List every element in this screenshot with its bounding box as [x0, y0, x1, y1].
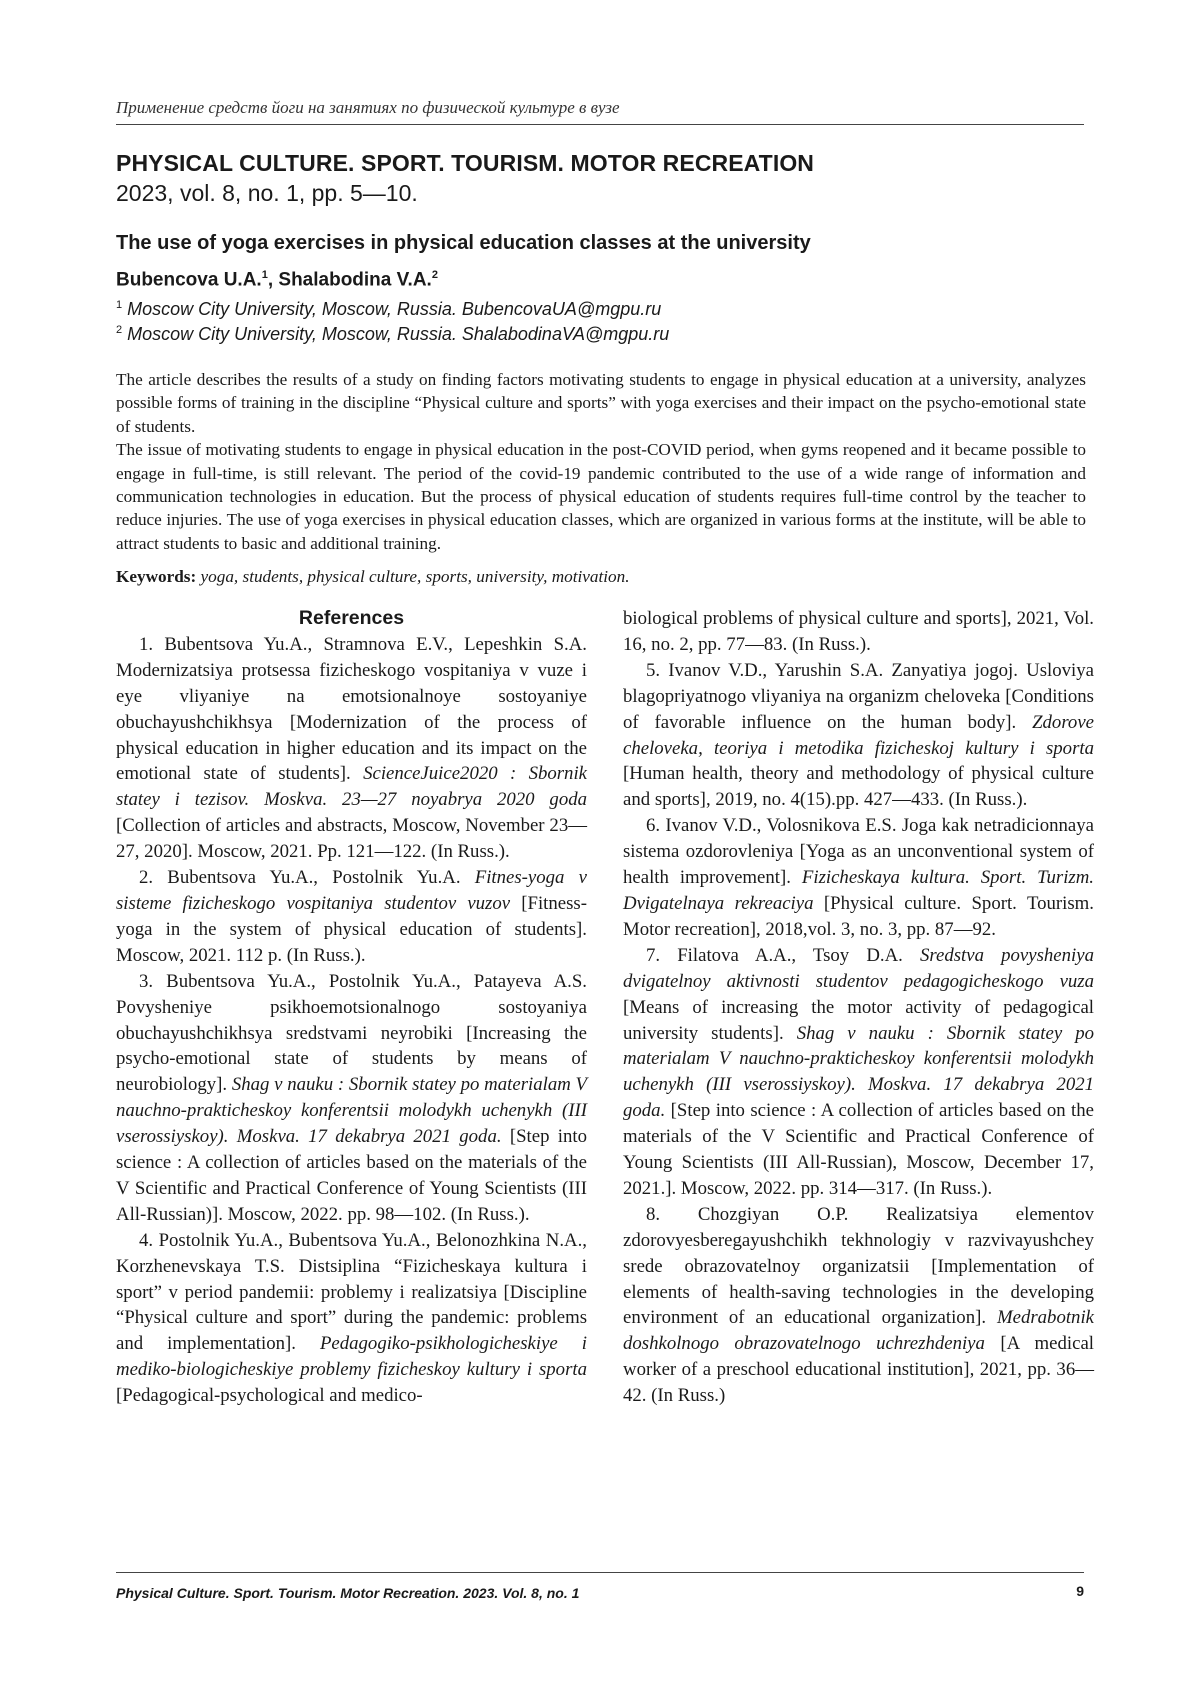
reference-source: Shag v nauku : Sbornik statey po materialam V nauchno-prakticheskoy konferentsii molodykh uchenykh (III vserossiyskoy). Moskva. 17 dekabrya 2021 goda.: [116, 1074, 588, 1148]
reference-item: [623, 1202, 1094, 1409]
reference-text: 5. Ivanov V.D., Yarushin S.A. Zanyatiya jogoj. Usloviya blagopriyatnogo vliyaniya na organizm cheloveka [Conditions of favorable influence on the human body].: [623, 659, 1094, 733]
page-number: 9: [1076, 1583, 1084, 1599]
abstract-paragraph: The article describes the results of a study on finding factors motivating students to engage in physical education at a university, analyzes possible forms of training in the discipline “Physical culture and sports” with yoga exercises and their impact on the psycho-emotional state of students.: [116, 370, 1086, 436]
reference-item: [116, 865, 587, 969]
keywords-label: Keywords:: [116, 567, 197, 586]
reference-text: [Step into science : A collection of articles based on the materials of the V Scientific and Practical Conference of Young Scientists (III All-Russian)]. Moscow, 2022. pp. 98—102. (In Russ.).: [116, 1126, 587, 1225]
header-rule: [116, 124, 1084, 125]
reference-item: [116, 1228, 587, 1409]
reference-source: Medrabotnik doshkolnogo obrazovatelnogo uchrezhdeniya: [623, 1307, 1094, 1355]
reference-source: Sredstva povysheniya dvigatelnoy aktivnosti studentov pedagogicheskogo vuza: [623, 944, 1094, 992]
reference-text: [Step into science : A collection of articles based on the materials of the V Scientific and Practical Conference of Young Scientists (III All-Russian), Moscow, December 17, 2021.]. Moscow, 2022. pp. 314—317. (In Russ.).: [623, 1100, 1094, 1199]
reference-text: [Pedagogical-psychological and medico-: [116, 1385, 423, 1407]
reference-text: 4. Postolnik Yu.A., Bubentsova Yu.A., Belonozhkina N.A., Korzhenevskaya T.S. Distsiplina “Fizicheskaya kultura i sport” v period pandemii: problemy i realizatsiya [Discipline “Physical culture and sport” during the pandemic: problems and implementation].: [116, 1229, 587, 1355]
affiliation-text: Moscow City University, Moscow, Russia. BubencovaUA@mgpu.ru: [122, 299, 662, 319]
author-name: Shalabodina V.A.: [278, 269, 432, 291]
reference-text: [Physical culture. Sport. Tourism. Motor recreation], 2018,vol. 3, no. 3, pp. 87—92.: [623, 892, 1094, 940]
reference-text: 3. Bubentsova Yu.A., Postolnik Yu.A., Patayeva A.S. Povysheniye psikhoemotsionalnogo sostoyaniya obuchayushchikhsya sredstvami neyrobiki [Increasing the psycho-emotional state of students by means of neurobiology].: [116, 970, 587, 1096]
reference-item: [116, 969, 587, 1228]
affiliation: [116, 324, 1084, 345]
author-separator: ,: [267, 269, 279, 291]
reference-text: 1. Bubentsova Yu.A., Stramnova E.V., Lepeshkin S.A. Modernizatsiya protsessa fizicheskogo vospitaniya v vuze i eye vliyaniye na emotsionalnoye sostoyaniye obuchayushchikhsya [Modernization of the process of physical education in higher education and its impact on the emotional state of students].: [116, 633, 587, 785]
author-affil-mark: 2: [431, 269, 438, 281]
journal-title: PHYSICAL CULTURE. SPORT. TOURISM. MOTOR RECREATION: [116, 150, 815, 176]
reference-text: 7. Filatova A.A., Tsoy D.A.: [646, 944, 921, 966]
footer-journal: Physical Culture. Sport. Tourism. Motor Recreation. 2023. Vol. 8, no. 1: [116, 1585, 580, 1601]
affiliation-text: Moscow City University, Moscow, Russia. ShalabodinaVA@mgpu.ru: [122, 324, 670, 344]
reference-text: [Means of increasing the motor activity of pedagogical university students].: [623, 996, 1094, 1044]
reference-text: [Fitness-yoga in the system of physical education of students]. Moscow, 2021. 112 p. (In Russ.).: [116, 892, 587, 966]
author-affil-mark: 1: [261, 269, 268, 281]
reference-source: ScienceJuice2020 : Sbornik statey i tezisov. Moskva. 23—27 noyabrya 2020 goda: [116, 763, 587, 811]
article-title: The use of yoga exercises in physical education classes at the university: [116, 232, 811, 254]
reference-text: [Collection of articles and abstracts, Moscow, November 23—27, 2020]. Moscow, 2021. Pp. 121—122. (In Russ.).: [116, 815, 587, 863]
reference-source: Fitnes-yoga v sisteme fizicheskogo vospitaniya studentov vuzov: [116, 867, 587, 914]
reference-source: Pedagogiko-psikhologicheskiye i mediko-biologicheskiye problemy fizicheskoy kultury i sporta: [116, 1333, 587, 1381]
abstract: [116, 368, 1086, 555]
references-heading: References: [298, 607, 405, 629]
footer-rule: [116, 1572, 1084, 1573]
reference-item: [623, 943, 1094, 1202]
abstract-paragraph: The issue of motivating students to engage in physical education in the post-COVID period, when gyms reopened and it became possible to engage in full-time, is still relevant. The period of the covid-19 pandemic contributed to the use of a wide range of information and communication technologies in education. But the process of physical education of students requires full-time control by the teacher to reduce injuries. The use of yoga exercises in physical education classes, which are organized in various forms at the institute, will be able to attract students to basic and additional training.: [116, 440, 1086, 553]
affiliation: [116, 299, 1084, 320]
journal-issue: 2023, vol. 8, no. 1, pp. 5—10.: [116, 180, 418, 206]
affiliation-mark: 1: [116, 299, 123, 311]
running-head: Применение средств йоги на занятиях по физической культуре в вузе: [116, 98, 620, 117]
references-column-right: [623, 606, 1094, 1409]
authors: [116, 269, 1084, 291]
reference-source: Zdorove cheloveka, teoriya i metodika fizicheskoj kultury i sporta: [623, 711, 1094, 759]
affiliation-mark: 2: [116, 324, 123, 336]
reference-text: [A medical worker of a preschool educational institution], 2021, pp. 36—42. (In Russ.): [623, 1333, 1094, 1407]
reference-continuation: biological problems of physical culture and sports], 2021, Vol. 16, no. 2, pp. 77—83. (In Russ.).: [623, 608, 1094, 655]
keywords: [116, 567, 1084, 587]
reference-item: [623, 658, 1094, 813]
reference-text: 2. Bubentsova Yu.A., Postolnik Yu.A.: [139, 867, 475, 889]
reference-item: [623, 813, 1094, 943]
author-name: Bubencova U.A.: [116, 269, 262, 291]
reference-text: 8. Chozgiyan O.P. Realizatsiya elementov zdorovyesberegayushchikh tekhnologiy v razvivayushchey srede obrazovatelnoy organizatsii [Implementation of elements of health-saving technologies in the developing environment of an educational organization].: [623, 1203, 1094, 1329]
references-column-left: [116, 606, 587, 1409]
reference-source: Fizicheskaya kultura. Sport. Turizm. Dvigatelnaya rekreaciya: [623, 867, 1094, 914]
reference-item: [116, 632, 587, 865]
keywords-text: yoga, students, physical culture, sports, university, motivation.: [196, 567, 630, 586]
reference-source: Shag v nauku : Sbornik statey po materialam V nauchno-prakticheskoy konferentsii molodykh uchenykh (III vserossiyskoy). Moskva. 17 dekabrya 2021 goda.: [623, 1022, 1094, 1122]
reference-text: 6. Ivanov V.D., Volosnikova E.S. Joga kak netradicionnaya sistema ozdorovleniya [Yoga as an unconventional system of health improvement].: [623, 815, 1094, 889]
reference-text: [Human health, theory and methodology of physical culture and sports], 2019, no. 4(15).pp. 427—433. (In Russ.).: [623, 763, 1094, 811]
